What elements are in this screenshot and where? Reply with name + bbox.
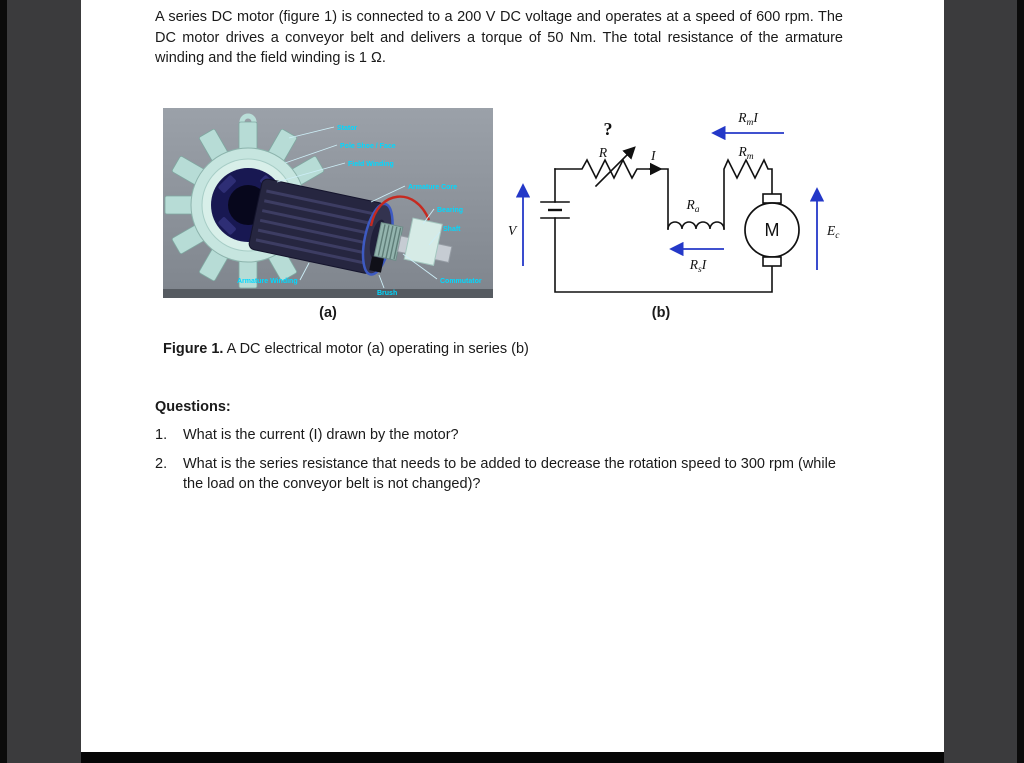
back-emf-label: $E_c$ xyxy=(827,223,840,241)
series-resistor-label: R xyxy=(598,145,608,160)
document-page xyxy=(81,0,944,752)
question-1 xyxy=(155,425,847,445)
bearing-label: Bearing xyxy=(437,207,464,214)
commutator-label: Commutator xyxy=(440,278,482,285)
armature-inductor-coil xyxy=(668,222,724,229)
pole-shoe-label: Pole Shoe / Face xyxy=(340,143,396,150)
armature-voltage-drop-label: $R_sI$ xyxy=(689,257,707,275)
question-2 xyxy=(155,454,847,494)
figure-b-sublabel: (b) xyxy=(651,305,671,321)
question-1-number: 1. xyxy=(155,427,168,443)
figure-caption xyxy=(163,341,529,357)
current-label: I xyxy=(651,148,656,163)
field-resistance-label: $R_m$ xyxy=(738,144,754,162)
background-left-edge xyxy=(0,0,7,763)
question-2-number: 2. xyxy=(155,456,168,472)
figure-caption-title: Figure 1. xyxy=(163,341,224,357)
motor-photo-svg xyxy=(163,108,493,298)
circuit-svg xyxy=(500,102,862,314)
figure-caption-text: A DC electrical motor (a) operating in series (b) xyxy=(223,341,529,357)
motor-letter-label: M xyxy=(764,220,780,240)
figure-a-motor-photo xyxy=(163,108,493,298)
shaft-label: Shaft xyxy=(443,226,461,233)
armature-resistance-label: $R_a$ xyxy=(686,197,700,215)
armature-winding-label: Armature Winding xyxy=(237,278,298,285)
questions-section xyxy=(155,399,847,503)
voltage-source-label: V xyxy=(508,223,517,238)
figure-b-circuit xyxy=(500,102,862,314)
question-2-text: What is the series resistance that needs to be added to decrease the rotation speed to 300 rpm (while the load on the conveyor belt is not changed)? xyxy=(183,456,836,492)
armature-core-label: Armature Core xyxy=(408,184,458,191)
unknown-resistance-label: ? xyxy=(603,119,613,139)
stator-label: Stator xyxy=(337,125,358,132)
bottom-return-wire xyxy=(555,218,772,292)
questions-heading: Questions: xyxy=(155,399,231,415)
background-right-edge xyxy=(1017,0,1024,763)
page-bottom-shadow xyxy=(81,752,944,763)
battery-symbol xyxy=(541,202,569,218)
figure-a-sublabel: (a) xyxy=(319,305,337,321)
field-winding-label: Field Winding xyxy=(348,161,394,168)
field-voltage-drop-label: $R_mI$ xyxy=(738,110,758,128)
photo-floor-shadow xyxy=(163,289,493,298)
brush-label: Brush xyxy=(377,290,398,297)
problem-statement: A series DC motor (figure 1) is connected to a 200 V DC voltage and operates at a speed of 600 rpm. The DC motor drives a conveyor belt and delivers a torque of 50 Nm. The total resistance of the armature winding and the field winding is 1 Ω. xyxy=(155,9,843,66)
question-1-text: What is the current (I) drawn by the motor? xyxy=(183,427,459,443)
